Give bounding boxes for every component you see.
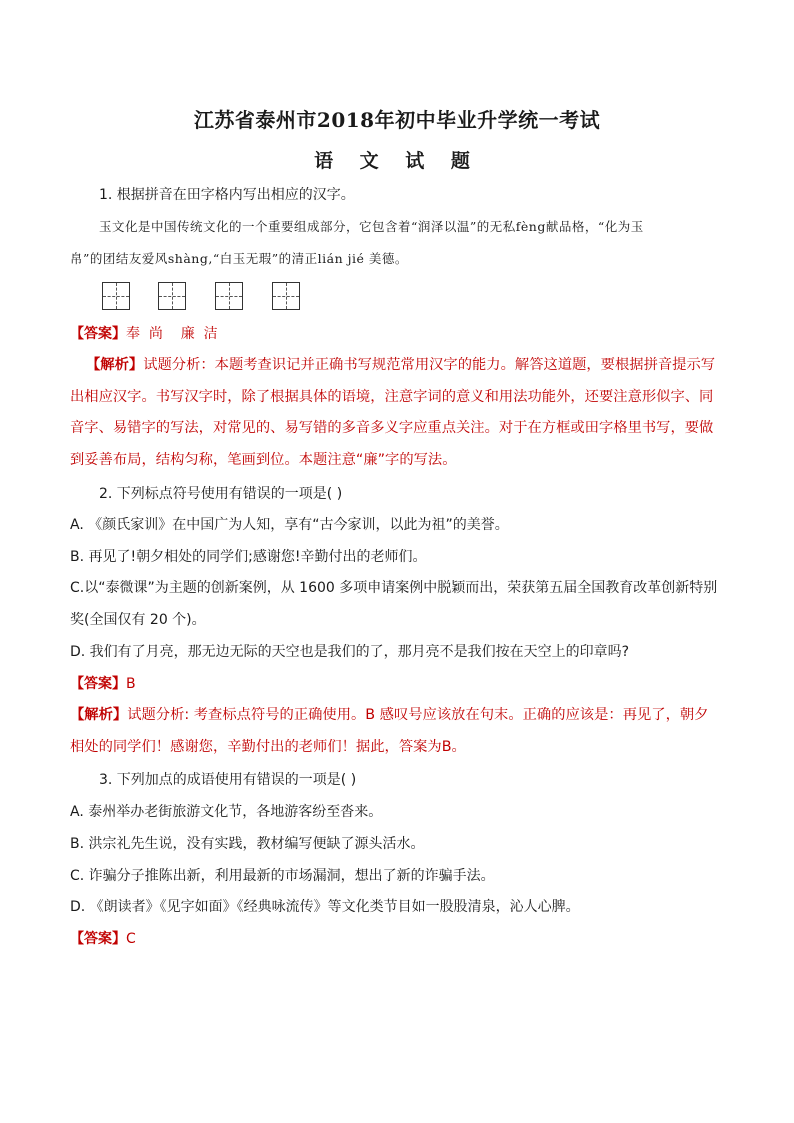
- q3-option-b: B. 洪宗礼先生说，没有实践，教材编写便缺了源头活水。: [70, 836, 425, 852]
- q2-answer: [70, 674, 730, 694]
- analysis-tag: 【解析】: [70, 707, 128, 723]
- page-title: 江苏省泰州市2018年初中毕业升学统一考试: [193, 108, 601, 132]
- page-subtitle: 语 文 试 题: [314, 150, 480, 172]
- q2-analysis: [70, 700, 720, 763]
- tianzige-box: [102, 282, 130, 310]
- answer-text: 奉 尚 廉 洁: [126, 326, 218, 342]
- tianzige-box: [215, 282, 243, 310]
- answer-tag: 【答案】: [70, 931, 126, 947]
- tianzige-box: [158, 282, 186, 310]
- answer-tag: 【答案】: [70, 326, 126, 342]
- q1-answer: [70, 324, 730, 344]
- q1-analysis: [70, 350, 720, 476]
- answer-text: C: [126, 931, 136, 947]
- q2-option-c-line1: C.以“泰微课”为主题的创新案例，从 1600 多项申请案例中脱颖而出，荣获第五届全国教育改革创新特别: [70, 580, 718, 596]
- analysis-tag: 【解析】: [86, 357, 144, 373]
- analysis-text: 试题分析: 考查标点符号的正确使用。B 感叹号应该放在句末。正确的应该是：再见了，朝夕相处的同学们！感谢您，辛勤付出的老师们！据此，答案为B。: [70, 707, 709, 755]
- answer-tag: 【答案】: [70, 676, 126, 692]
- analysis-text: 试题分析：本题考查识记并正确书写规范常用汉字的能力。解答这道题，要根据拼音提示写出相应汉字。书写汉字时，除了根据具体的语境，注意字词的意义和用法功能外，还要注意形似字、同音字、易错字的写法，对常见的、易写错的多音多义字应重点关注。对于在方框或田字格里书写，要做到妥善布局，结构匀称，笔画到位。本题注意“廉”字的写法。: [70, 357, 716, 468]
- q2-option-b: B. 再见了!朝夕相处的同学们;感谢您!辛勤付出的老师们。: [70, 549, 427, 565]
- q1-passage-line1: 玉文化是中国传统文化的一个重要组成部分，它包含着“润泽以温”的无私fèng献品格，“化为玉: [99, 219, 644, 234]
- q1-passage-line2: 帛”的团结友爱风shàng,“白玉无瑕”的清正lián jié 美德。: [70, 251, 408, 266]
- q3-stem: 3. 下列加点的成语使用有错误的一项是( ): [99, 772, 357, 788]
- q2-stem: 2. 下列标点符号使用有错误的一项是( ): [99, 486, 343, 502]
- q3-option-c: C. 诈骗分子推陈出新，利用最新的市场漏洞，想出了新的诈骗手法。: [70, 868, 495, 884]
- q3-answer: [70, 929, 730, 949]
- q3-option-a: A. 泰州举办老街旅游文化节，各地游客纷至沓来。: [70, 804, 383, 820]
- q2-option-a: A. 《颜氏家训》在中国广为人知，享有“古今家训，以此为祖”的美誉。: [70, 517, 509, 533]
- q1-stem: 1. 根据拼音在田字格内写出相应的汉字。: [99, 187, 355, 203]
- q3-option-d: D. 《朗读者》《见字如面》《经典咏流传》等文化类节目如一股股清泉，沁人心脾。: [70, 899, 580, 915]
- q2-option-c-line2: 奖(全国仅有 20 个)。: [70, 612, 206, 628]
- answer-text: B: [126, 676, 136, 692]
- tianzige-box: [272, 282, 300, 310]
- q2-option-d: D. 我们有了月亮，那无边无际的天空也是我们的了，那月亮不是我们按在天空上的印章吗?: [70, 644, 630, 660]
